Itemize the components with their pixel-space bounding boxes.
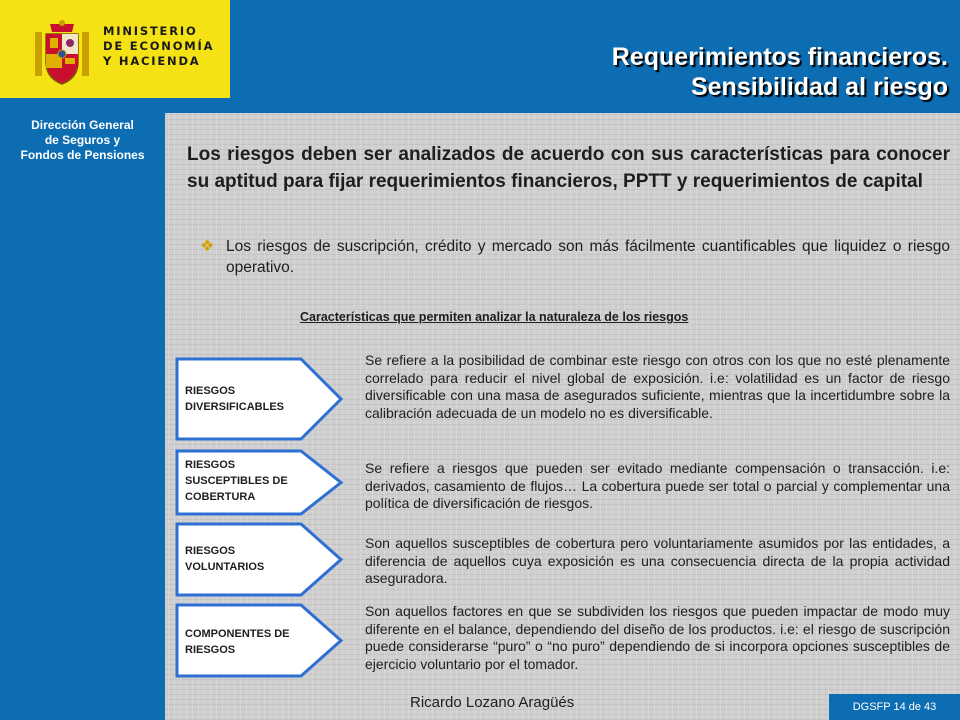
category-description: Son aquellos factores en que se subdividen los riesgos que pueden impactar de modo muy diferente en el balance, dependiendo del diseño de los productos. i.e: el riesgo de suscripción puede considerarse “puro” o “no puro” dependiendo de si incorpora opciones susceptibles de ejercicio voluntario por el tomador. bbox=[365, 603, 950, 672]
author-name: Ricardo Lozano Aragüés bbox=[410, 694, 575, 711]
diamond-bullet-icon: ❖ bbox=[200, 238, 215, 255]
category-chevron bbox=[175, 357, 345, 441]
category-description: Se refiere a la posibilidad de combinar este riesgo con otros con los que no esté plenamente correlado para reducir el nivel global de exposición. i.e: volatilidad es un factor de riesgo diversificable con una masa de asegurados suficiente, mientras que la incertidumbre sobre la calibración adecuada de un modelo no es diversificable. bbox=[365, 352, 950, 421]
category-label bbox=[185, 383, 284, 415]
category-description: Se refiere a riesgos que pueden ser evitado mediante compensación o transacción. i.e: derivados, casamiento de flujos… La cobertura puede ser total o parcial y complementar una política de diversificación de riesgos. bbox=[365, 460, 950, 512]
directorate-line: de Seguros y bbox=[44, 133, 121, 147]
bullet-text: Los riesgos de suscripción, crédito y mercado son más fácilmente cuantificables que liquidez o riesgo operativo. bbox=[226, 238, 950, 276]
category-label bbox=[185, 626, 290, 658]
page-number: DGSFP 14 de 43 bbox=[829, 694, 960, 720]
category-label-line: RIESGOS bbox=[185, 385, 236, 397]
category-label-line: SUSCEPTIBLES DE bbox=[185, 475, 288, 487]
slide-title bbox=[612, 42, 948, 102]
category-label-line: DIVERSIFICABLES bbox=[185, 401, 285, 413]
category-label-line: RIESGOS bbox=[185, 459, 236, 471]
ministry-name bbox=[103, 24, 214, 69]
ministry-line: MINISTERIO bbox=[103, 24, 198, 38]
category-label-line: RIESGOS bbox=[185, 644, 236, 656]
category-label bbox=[185, 543, 264, 575]
slide-title-line: Requerimientos financieros. bbox=[611, 43, 948, 71]
coat-of-arms-icon bbox=[32, 18, 92, 88]
category-label-line: COBERTURA bbox=[185, 491, 256, 503]
category-chevron bbox=[175, 449, 345, 516]
ministry-line: Y HACIENDA bbox=[103, 54, 201, 68]
category-label-line: COMPONENTES DE bbox=[185, 628, 290, 640]
category-chevron bbox=[175, 603, 345, 678]
category-description: Son aquellos susceptibles de cobertura pero voluntariamente asumidos por las entidades, a diferencia de aquellos cuya exposición es una consecuencia directa de la propia actividad aseguradora. bbox=[365, 535, 950, 587]
category-label-line: VOLUNTARIOS bbox=[185, 561, 265, 573]
intro-paragraph: Los riesgos deben ser analizados de acuerdo con sus características para conocer su aptitud para fijar requerimientos financieros, PPTT y requerimientos de capital bbox=[187, 144, 950, 192]
ministry-logo bbox=[0, 0, 230, 98]
directorate-name bbox=[0, 118, 165, 163]
directorate-line: Dirección General bbox=[31, 118, 134, 132]
category-chevron bbox=[175, 522, 345, 597]
category-label-line: RIESGOS bbox=[185, 545, 236, 557]
category-label bbox=[185, 457, 288, 505]
section-heading: Características que permiten analizar la naturaleza de los riesgos bbox=[300, 310, 689, 324]
bullet-point bbox=[200, 236, 950, 278]
slide-title-line: Sensibilidad al riesgo bbox=[690, 73, 948, 101]
ministry-line: DE ECONOMÍA bbox=[103, 39, 215, 53]
directorate-line: Fondos de Pensiones bbox=[20, 148, 145, 162]
sidebar bbox=[0, 0, 165, 720]
